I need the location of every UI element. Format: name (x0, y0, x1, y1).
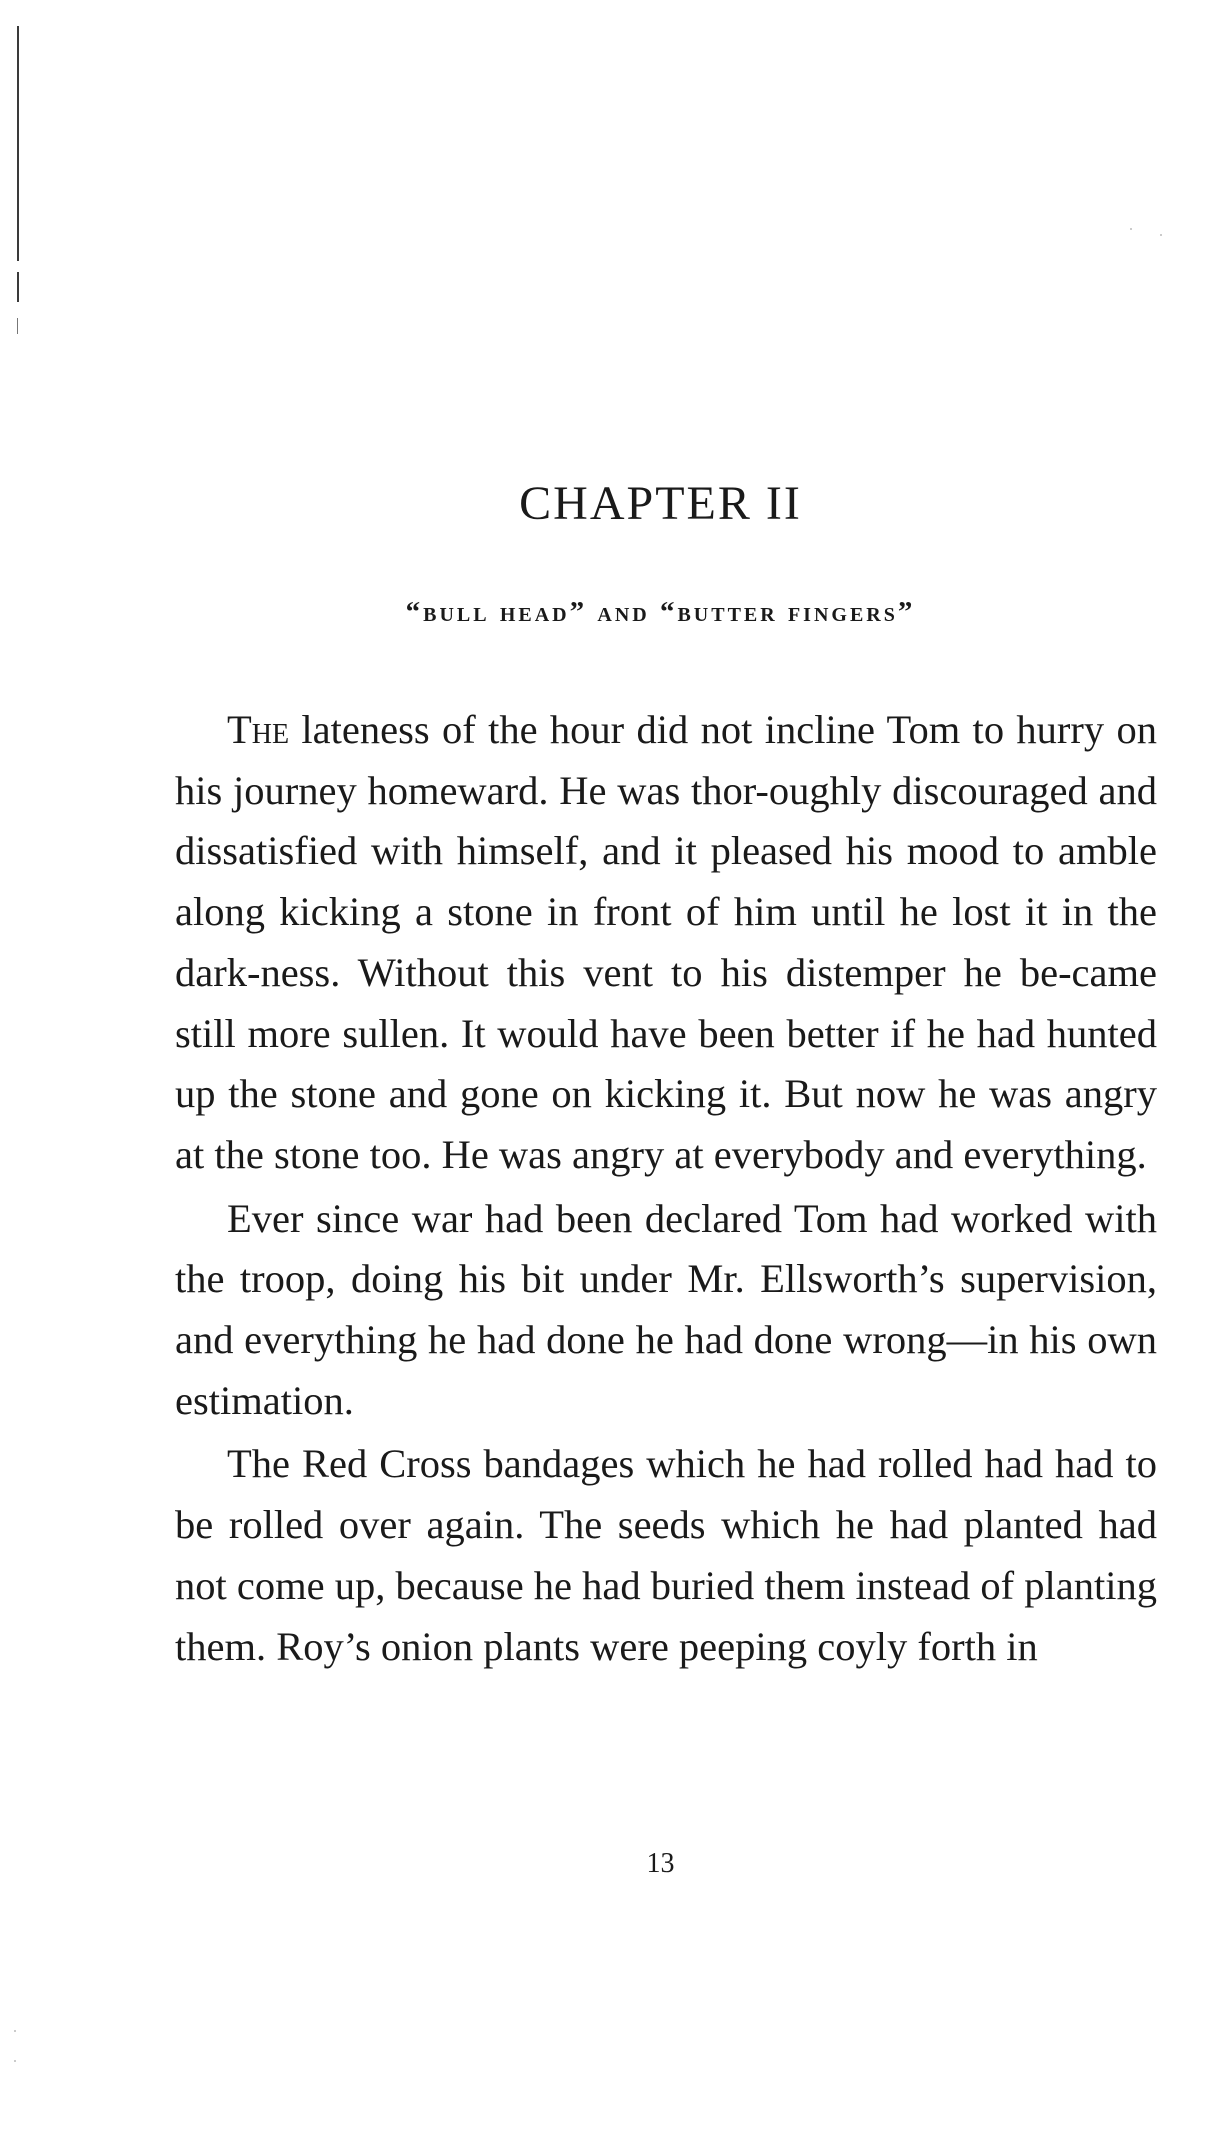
scan-speck (14, 2060, 16, 2062)
margin-scan-line (17, 272, 19, 302)
chapter-title: CHAPTER II (519, 477, 802, 530)
page-number: 13 (646, 1848, 675, 1879)
scan-speck (1130, 228, 1132, 230)
paragraph (175, 1434, 1157, 1677)
paragraph-text: Ever since war had been declared Tom had worked with the troop, doing his bit under Mr. Ellsworth’s supervision, and everything he had done he had done wrong—in his own estimation. (175, 1195, 1157, 1423)
paragraph (175, 700, 1157, 1186)
scan-speck (14, 2030, 16, 2032)
paragraph (175, 1189, 1157, 1432)
chapter-body (175, 700, 1157, 1680)
margin-scan-line (17, 26, 19, 261)
paragraph-text: lateness of the hour did not incline Tom to hurry on his journey homeward. He was thor-oughly discouraged and dissatisfied with himself, and it pleased his mood to amble along kicking a stone in front of him until he lost it in the dark-ness. Without this vent to his distemper he be-came still more sullen. It would have been better if he had hunted up the stone and gone on kicking it. But now he was angry at the stone too. He was angry at everybody and everything. (175, 707, 1157, 1177)
paragraph-text: The Red Cross bandages which he had rolled had had to be rolled over again. The seeds which he had planted had not come up, because he had buried them instead of planting them. Roy’s onion plants were peeping coyly forth in (175, 1441, 1157, 1669)
chapter-subtitle: “bull head” and “butter fingers” (405, 596, 916, 628)
margin-scan-line (17, 318, 18, 334)
scan-speck (1160, 234, 1162, 236)
paragraph-lead-word: The (227, 707, 290, 752)
